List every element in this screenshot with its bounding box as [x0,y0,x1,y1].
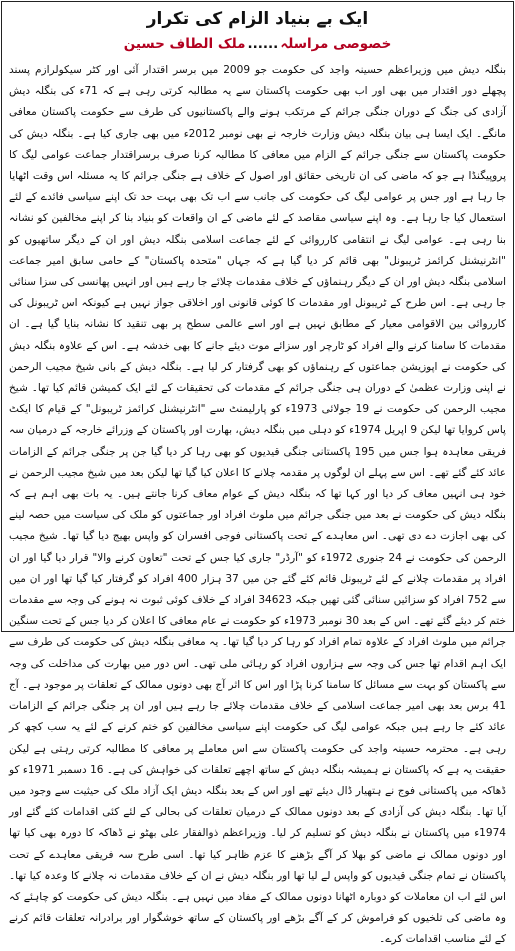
byline-separator: ...... [247,36,279,52]
byline-author: ملک الطاف حسین [123,36,246,52]
article-body: بنگلہ دیش میں وزیراعظم حسینہ واجد کی حکومت جو 2009 میں برسر اقتدار آئی اور کٹر سیکولرازم پسند پچھلے دور اقتدار میں بھی اور اب بھی حکومت پاکستان سے یہ مطالبہ کرتی رہی ہے کہ 71ء کی بنگلہ دیش آزادی کی جنگ کے دوران جنگی جرائم کے مرتکب ہونے والے پاکستانیوں کی طرف سے حکومت پاکستان معافی مانگے۔ ایک ایسا ہی بیان بنگلہ دیش وزارت خارجہ نے بھی نومبر 2012ء میں بھی جاری کیا ہے۔ بنگلہ دیش کی حکومت پاکستان سے جنگی جرائم کے الزام میں معافی کا مطالبہ کرنا صرف برسراقتدار جماعت عوامی لیگ کا پروپیگنڈا ہے جو کہ ماضی کی ان تاریخی حقائق اور اصول کے خلاف ہے جنگی جرائم کا یہ مسئلہ اس وقت اٹھایا جا رہا ہے اور جس پر عوامی لیگ کی حکومت کی جانب سے اب تک بھی بہت حد تک اپنے سیاسی فائدے کے لئے استعمال کیا جا رہا ہے۔ وہ اپنے سیاسی مقاصد کے لئے ماضی کے ان واقعات کو بنیاد بنا کر اپنے مخالفین کو نشانہ بنا رہی ہے۔ عوامی لیگ نے انتقامی کارروائی کے لئے جماعت اسلامی بنگلہ دیش اور ان کے دیگر ساتھیوں کو "انٹرنیشنل کرائمز ٹریبونل" بھی قائم کر دیا گیا ہے کہ جہاں "متحدہ پاکستان" کے حامی سابق امیر جماعت اسلامی بنگلہ دیش اور ان کے دیگر رہنماؤں کے خلاف مقدمات چلائے جا رہے ہیں اور انہیں پھانسی کی سزا سنائی جا رہی ہے۔ اس طرح کے ٹریبونل اور مقدمات کا کوئی قانونی اور اخلاقی جواز نہیں ہے کیونکہ اس ٹریبونل کی کارروائی بین الاقوامی معیار کے مطابق نہیں ہے اور اسے عالمی سطح پر بھی تنقید کا نشانہ بنایا گیا ہے۔ ان مقدمات کا سامنا کرنے والے افراد کو ٹارچر اور سزائے موت دیئے جانے کا بھی خدشہ ہے۔ اس کے علاوہ بنگلہ دیش کی حکومت نے اپوزیشن جماعتوں کے رہنماؤں کو بھی گرفتار کر لیا ہے۔ بنگلہ دیش کے بانی شیخ مجیب الرحمن نے اپنی وزارت عظمیٰ کے دوران ہی جنگی جرائم کے مقدمات کی تحقیقات کے لئے ایک کمیشن قائم کیا تھا۔ شیخ مجیب الرحمن کی حکومت نے 19 جولائی 1973ء کو پارلیمنٹ سے "انٹرنیشنل کرائمز ٹریبونل" کے قیام کا ایکٹ پاس کروایا تھا لیکن 9 اپریل 1974ء کو دہلی میں بنگلہ دیش، بھارت اور پاکستان کے وزرائے خارجہ کے درمیان سہ فریقی معاہدہ ہوا جس میں 195 پاکستانی جنگی قیدیوں کو بھی رہا کر دیا گیا جن پر جنگی جرائم کے الزامات عائد کئے گئے تھے۔ اس سے پہلے ان لوگوں پر مقدمہ چلانے کا اعلان کیا گیا تھا لیکن بعد میں شیخ مجیب الرحمن نے خود ہی انہیں معاف کر دیا اور کہا تھا کہ بنگلہ دیش کے عوام معاف کرنا جانتے ہیں۔ یہ بات بھی اہم ہے کہ بنگلہ دیش کی حکومت نے بعد میں جنگی جرائم میں ملوث افراد اور جماعتوں کو ملک کی سیاست میں حصہ لینے کی بھی اجازت دے دی تھی۔ اس معاہدے کے تحت پاکستانی فوجی افسران کو واپس بھیج دیا گیا تھا۔ شیخ مجیب الرحمن کی حکومت نے 24 جنوری 1972ء کو "آرڈر" جاری کیا جس کے تحت "تعاون کرنے والا" قرار دیا گیا اور ان افراد پر مقدمات چلانے کے لئے ٹریبونل قائم کئے گئے جن میں 37 ہزار 400 افراد کو گرفتار کیا گیا تھا اور ان میں سے 752 افراد کو سزائیں سنائی گئی تھیں جبکہ 34623 افراد کے خلاف کوئی ثبوت نہ ہونے کی وجہ سے مقدمات ختم کر دیئے گئے تھے۔ اس کے بعد 30 نومبر 1973ء کو حکومت نے عام معافی کا اعلان کر دیا جس کے تحت سنگین جرائم میں ملوث افراد کے علاوہ تمام افراد کو رہا کر دیا گیا تھا۔ یہ معافی بنگلہ دیش کی حکومت کی طرف سے ایک اہم اقدام تھا جس کی وجہ سے ہزاروں افراد کو رہائی ملی تھی۔ اس دور میں بھارت کی مداخلت کی وجہ سے پاکستان کو بہت سے مسائل کا سامنا کرنا پڑا اور اس کا اثر آج بھی دونوں ممالک کے تعلقات پر موجود ہے۔ آج 41 برس بعد بھی امیر جماعت اسلامی کے خلاف مقدمات چلائے جا رہے ہیں اور ان پر جنگی جرائم کے الزامات عائد کئے جا رہے ہیں جبکہ عوامی لیگ کی حکومت اپنے سیاسی مخالفین کو ختم کرنے کے لئے یہ سب کچھ کر رہی ہے۔ محترمہ حسینہ واجد کی حکومت پاکستان سے اس معاملے پر معافی کا مطالبہ کرتی رہتی ہے لیکن حقیقت یہ ہے کہ پاکستان نے ہمیشہ بنگلہ دیش کے ساتھ اچھے تعلقات کی خواہش کی ہے۔ 16 دسمبر 1971ء کو ڈھاکہ میں پاکستانی فوج نے ہتھیار ڈال دیئے تھے اور اس کے بعد بنگلہ دیش ایک آزاد ملک کی حیثیت سے وجود میں آیا تھا۔ بنگلہ دیش کی آزادی کے بعد دونوں ممالک کے درمیان تعلقات کی بحالی کے لئے کئی اقدامات کئے گئے اور 1974ء میں پاکستان نے بنگلہ دیش کو تسلیم کر لیا۔ وزیراعظم ذوالفقار علی بھٹو نے ڈھاکہ کا دورہ بھی کیا تھا اور دونوں ممالک نے ماضی کو بھلا کر آگے بڑھنے کا عزم ظاہر کیا تھا۔ اسی طرح سہ فریقی معاہدے کے تحت پاکستان نے تمام جنگی قیدیوں کو واپس لے لیا تھا اور بنگلہ دیش نے ان کے خلاف مقدمات نہ چلانے کا وعدہ کیا تھا۔ اس لئے اب ان معاملات کو دوبارہ اٹھانا دونوں ممالک کے مفاد میں نہیں ہے۔ بنگلہ دیش کی حکومت کو چاہئے کہ وہ ماضی کی تلخیوں کو فراموش کر کے آگے بڑھے اور پاکستان کے ساتھ خوشگوار اور برادرانہ تعلقات قائم کرنے کے لئے مناسب اقدامات کرے۔ [9,64,507,946]
article-byline [9,32,506,56]
byline-tag: خصوصی مراسلہ [280,36,392,52]
article-headline: ایک بے بنیاد الزام کی تکرار [146,9,369,29]
article-page [1,1,514,946]
